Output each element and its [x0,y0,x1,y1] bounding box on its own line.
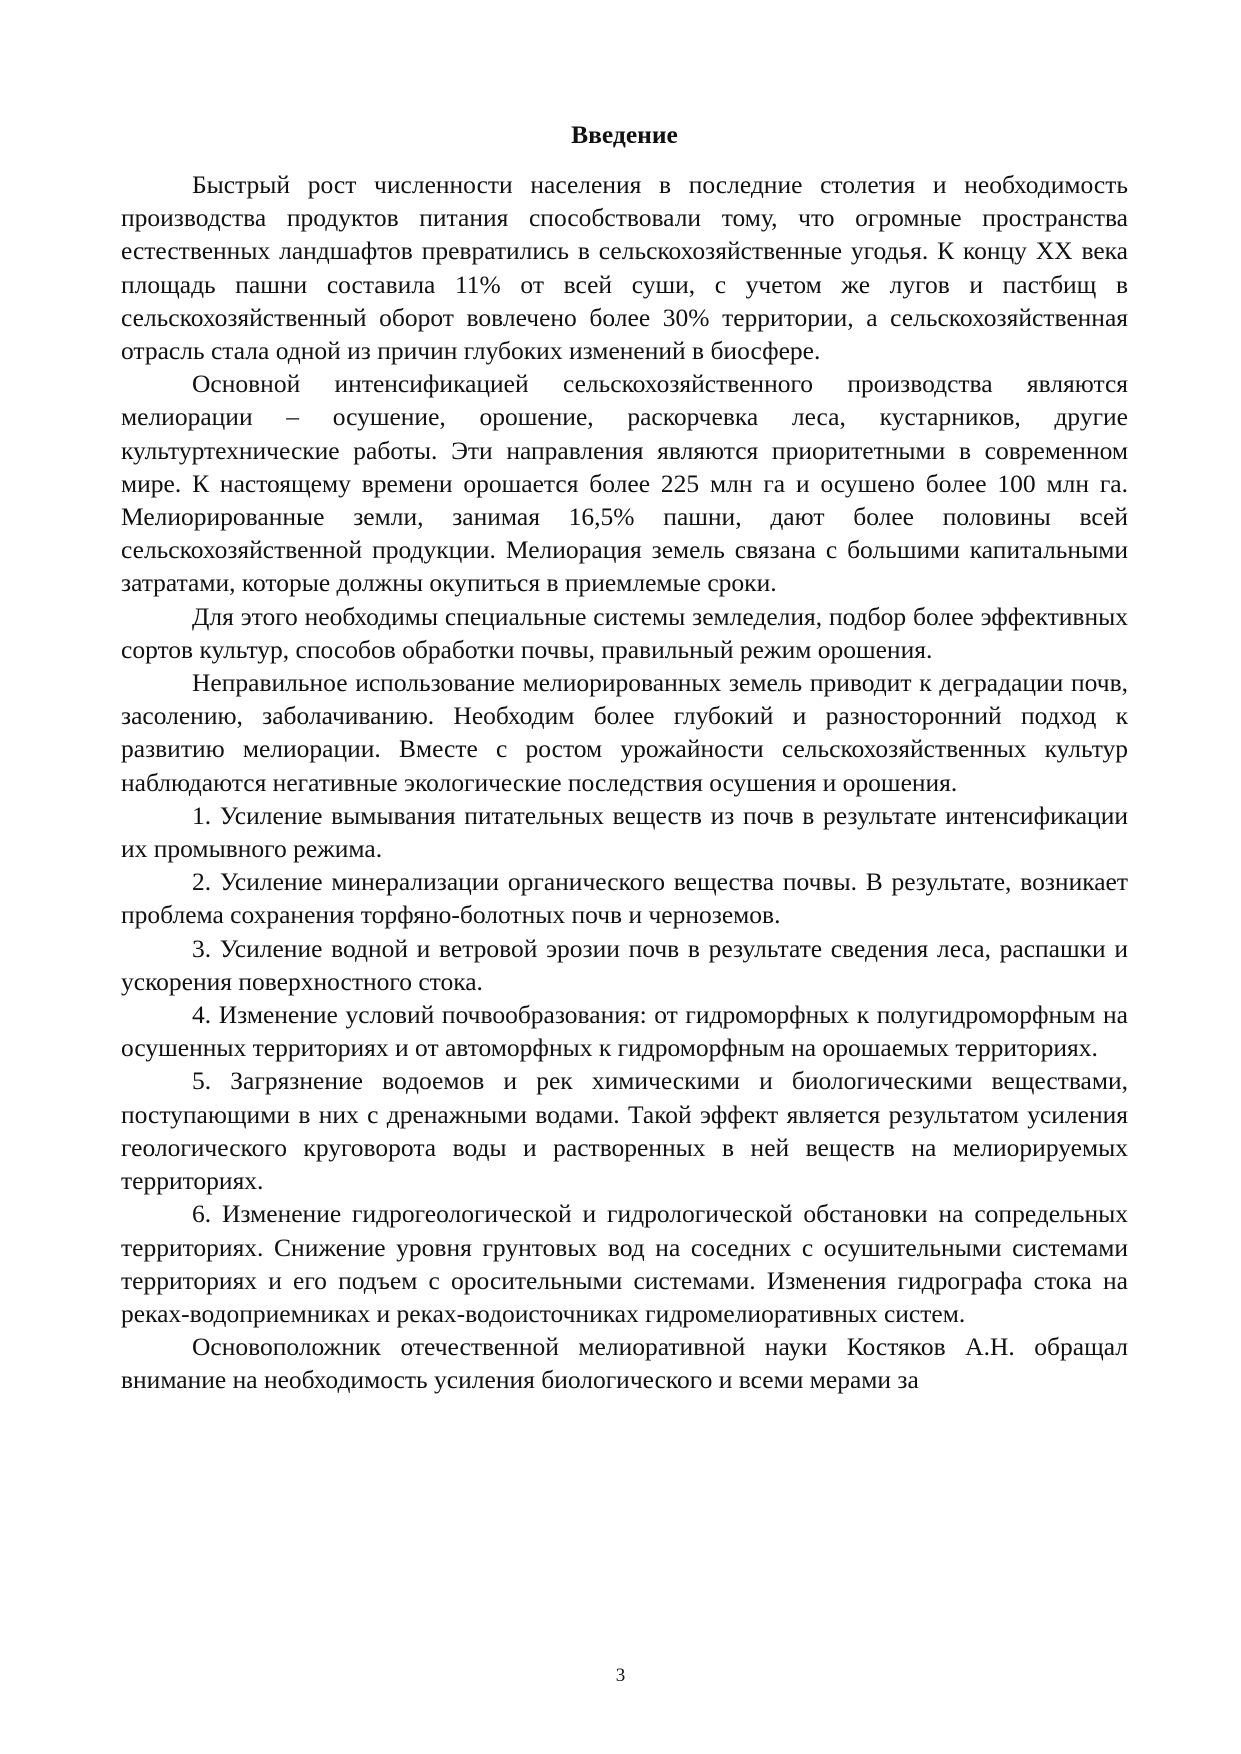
list-item-5: 5. Загрязнение водоемов и рек химическими и биологическими веществами, поступающими в них с дренажными водами. Такой эффект является результатом усиления геологического круговорота воды и растворенных в ней веществ на мелиорируемых территориях. [121,1066,1128,1196]
paragraph-intro-growth: Быстрый рост численности населения в последние столетия и необходимость производства продуктов питания способствовали тому, что огромные пространства естественных ландшафтов превратились в сельскохозяйственные угодья. К концу XX века площадь пашни составила 11% от всей суши, с учетом же лугов и пастбищ в сельскохозяйственный оборот вовлечено более 30% территории, а сельскохозяйственная отрасль стала одной из причин глубоких изменений в биосфере. [121,170,1128,366]
list-item-4: 4. Изменение условий почвообразования: от гидроморфных к полугидроморфным на осушенных территориях и от автоморфных к гидроморфным на орошаемых территориях. [121,1000,1128,1063]
section-title: Введение [571,120,678,149]
list-item-3: 3. Усиление водной и ветровой эрозии почв в результате сведения леса, распашки и ускорения поверхностного стока. [121,933,1128,996]
paragraph-melioration: Основной интенсификацией сельскохозяйственного производства являются мелиорации – осушение, орошение, раскорчевка леса, кустарников, другие культуртехнические работы. Эти направления являются приоритетными в современном мире. К настоящему времени орошается более 225 млн га и осушено более 100 млн га. Мелиорированные земли, занимая 16,5% пашни, дают более половины всей сельскохозяйственной продукции. Мелиорация земель связана с большими капитальными затратами, которые должны окупиться в приемлемые сроки. [121,369,1128,598]
page-content [121,118,1128,1397]
paragraph-negative-effects: Неправильное использование мелиорированных земель приводит к деградации почв, засолению, заболачиванию. Необходим более глубокий и разносторонний подход к развитию мелиорации. Вместе с ростом урожайности сельскохозяйственных культур наблюдаются негативные экологические последствия осушения и орошения. [121,668,1128,797]
list-item-2: 2. Усиление минерализации органического вещества почвы. В результате, возникает проблема сохранения торфяно-болотных почв и черноземов. [121,867,1128,930]
paragraph-farming-systems: Для этого необходимы специальные системы земледелия, подбор более эффективных сортов культур, способов обработки почвы, правильный режим орошения. [121,601,1128,664]
list-item-6: 6. Изменение гидрогеологической и гидрологической обстановки на сопредельных территориях. Снижение уровня грунтовых вод на соседних с осушительными системами территориях и его подъем с оросительными системами. Изменения гидрографа стока на реках-водоприемниках и реках-водоисточниках гидромелиоративных систем. [121,1199,1128,1328]
paragraph-kostyakov: Основоположник отечественной мелиоративной науки Костяков А.Н. обращал внимание на необходимость усиления биологического и всеми мерами за [121,1332,1128,1395]
page-number: 3 [615,1665,626,1686]
list-item-1: 1. Усиление вымывания питательных веществ из почв в результате интенсификации их промывного режима. [121,800,1128,864]
